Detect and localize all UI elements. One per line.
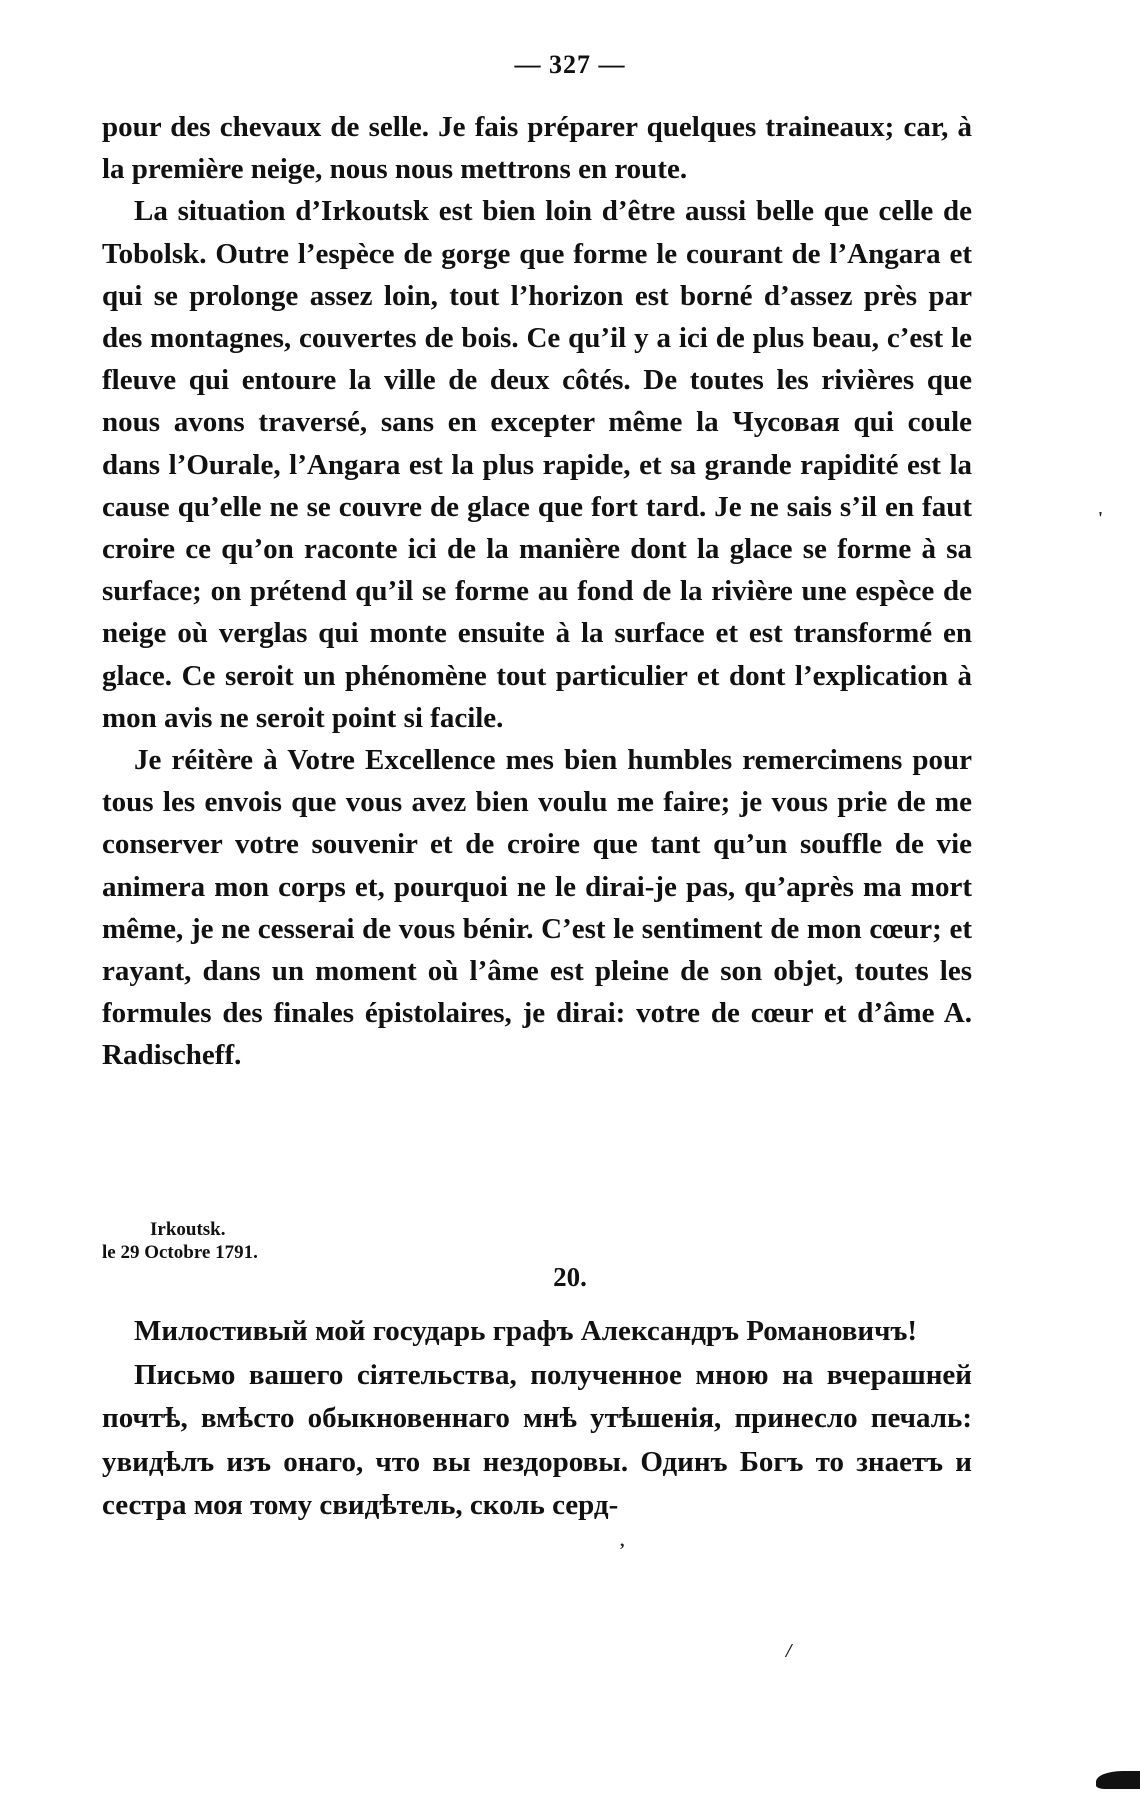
letter-date	[102, 1218, 258, 1264]
paragraph-continued: pour des chevaux de selle. Je fais préparer quelques traineaux; car, à la première neige, nous nous mettrons en route.	[102, 111, 972, 186]
stray-mark: ,	[620, 1530, 625, 1550]
page-corner-shadow	[1096, 1771, 1140, 1789]
paragraph-irkoutsk-situation: La situation d’Irkoutsk est bien loin d’être aussi belle que celle de Tobolsk. Outre l’espèce de gorge que forme le courant de l’Angara et qui se prolonge assez loin, tout l’horizon est borné d’assez près par des montagnes, couvertes de bois. Ce qu’il y a ici de plus beau, c’est le fleuve qui entoure la ville de deux côtés. De toutes les rivières que nous avons traversé, sans en excepter même la Чусовая qui coule dans l’Ourale, l’Angara est la plus rapide, et sa grande rapidité est la cause qu’elle ne se couvre de glace que fort tard. Je ne sais s’il en faut croire ce qu’on raconte ici de la manière dont la glace se forme à sa surface; on prétend qu’il se forme au fond de la rivière une espèce de neige où verglas qui monte ensuite à la surface et est transformé en glace. Ce seroit un phénomène tout particulier et dont l’explication à mon avis ne seroit point si facile.	[102, 195, 972, 734]
date-line: le 29 Octobre 1791.	[102, 1242, 258, 1263]
stray-mark: /	[786, 1640, 792, 1662]
letter-number: 20.	[553, 1262, 587, 1292]
russian-letter-body	[102, 1310, 972, 1528]
french-letter-body	[102, 106, 972, 1077]
stray-mark: '	[1098, 508, 1104, 528]
page-number: — 327 —	[514, 50, 626, 79]
russian-salutation: Милостивый мой государь графъ Александръ Романовичъ!	[134, 1315, 918, 1347]
russian-paragraph: Письмо вашего сіятельства, полученное мною на вчерашней почтѣ, вмѣсто обыкновеннаго мнѣ утѣшенія, принесло печаль: увидѣлъ изъ онаго, что вы нездоровы. Одинъ Богъ то знаетъ и сестра моя тому свидѣтель, сколь серд-	[102, 1358, 972, 1521]
date-place: Irkoutsk.	[150, 1219, 226, 1240]
paragraph-thanks-closing: Je réitère à Votre Excellence mes bien humbles remercimens pour tous les envois que vous avez bien voulu me faire; je vous prie de me conserver votre souvenir et de croire que tant qu’un souffle de vie animera mon corps et, pourquoi ne le dirai-je pas, qu’après ma mort même, je ne cesserai de vous bénir. C’est le sentiment de mon cœur; et rayant, dans un moment où l’âme est pleine de son objet, toutes les formules des finales épistolaires, je dirai: votre de cœur et d’âme A. Radischeff.	[102, 744, 972, 1072]
